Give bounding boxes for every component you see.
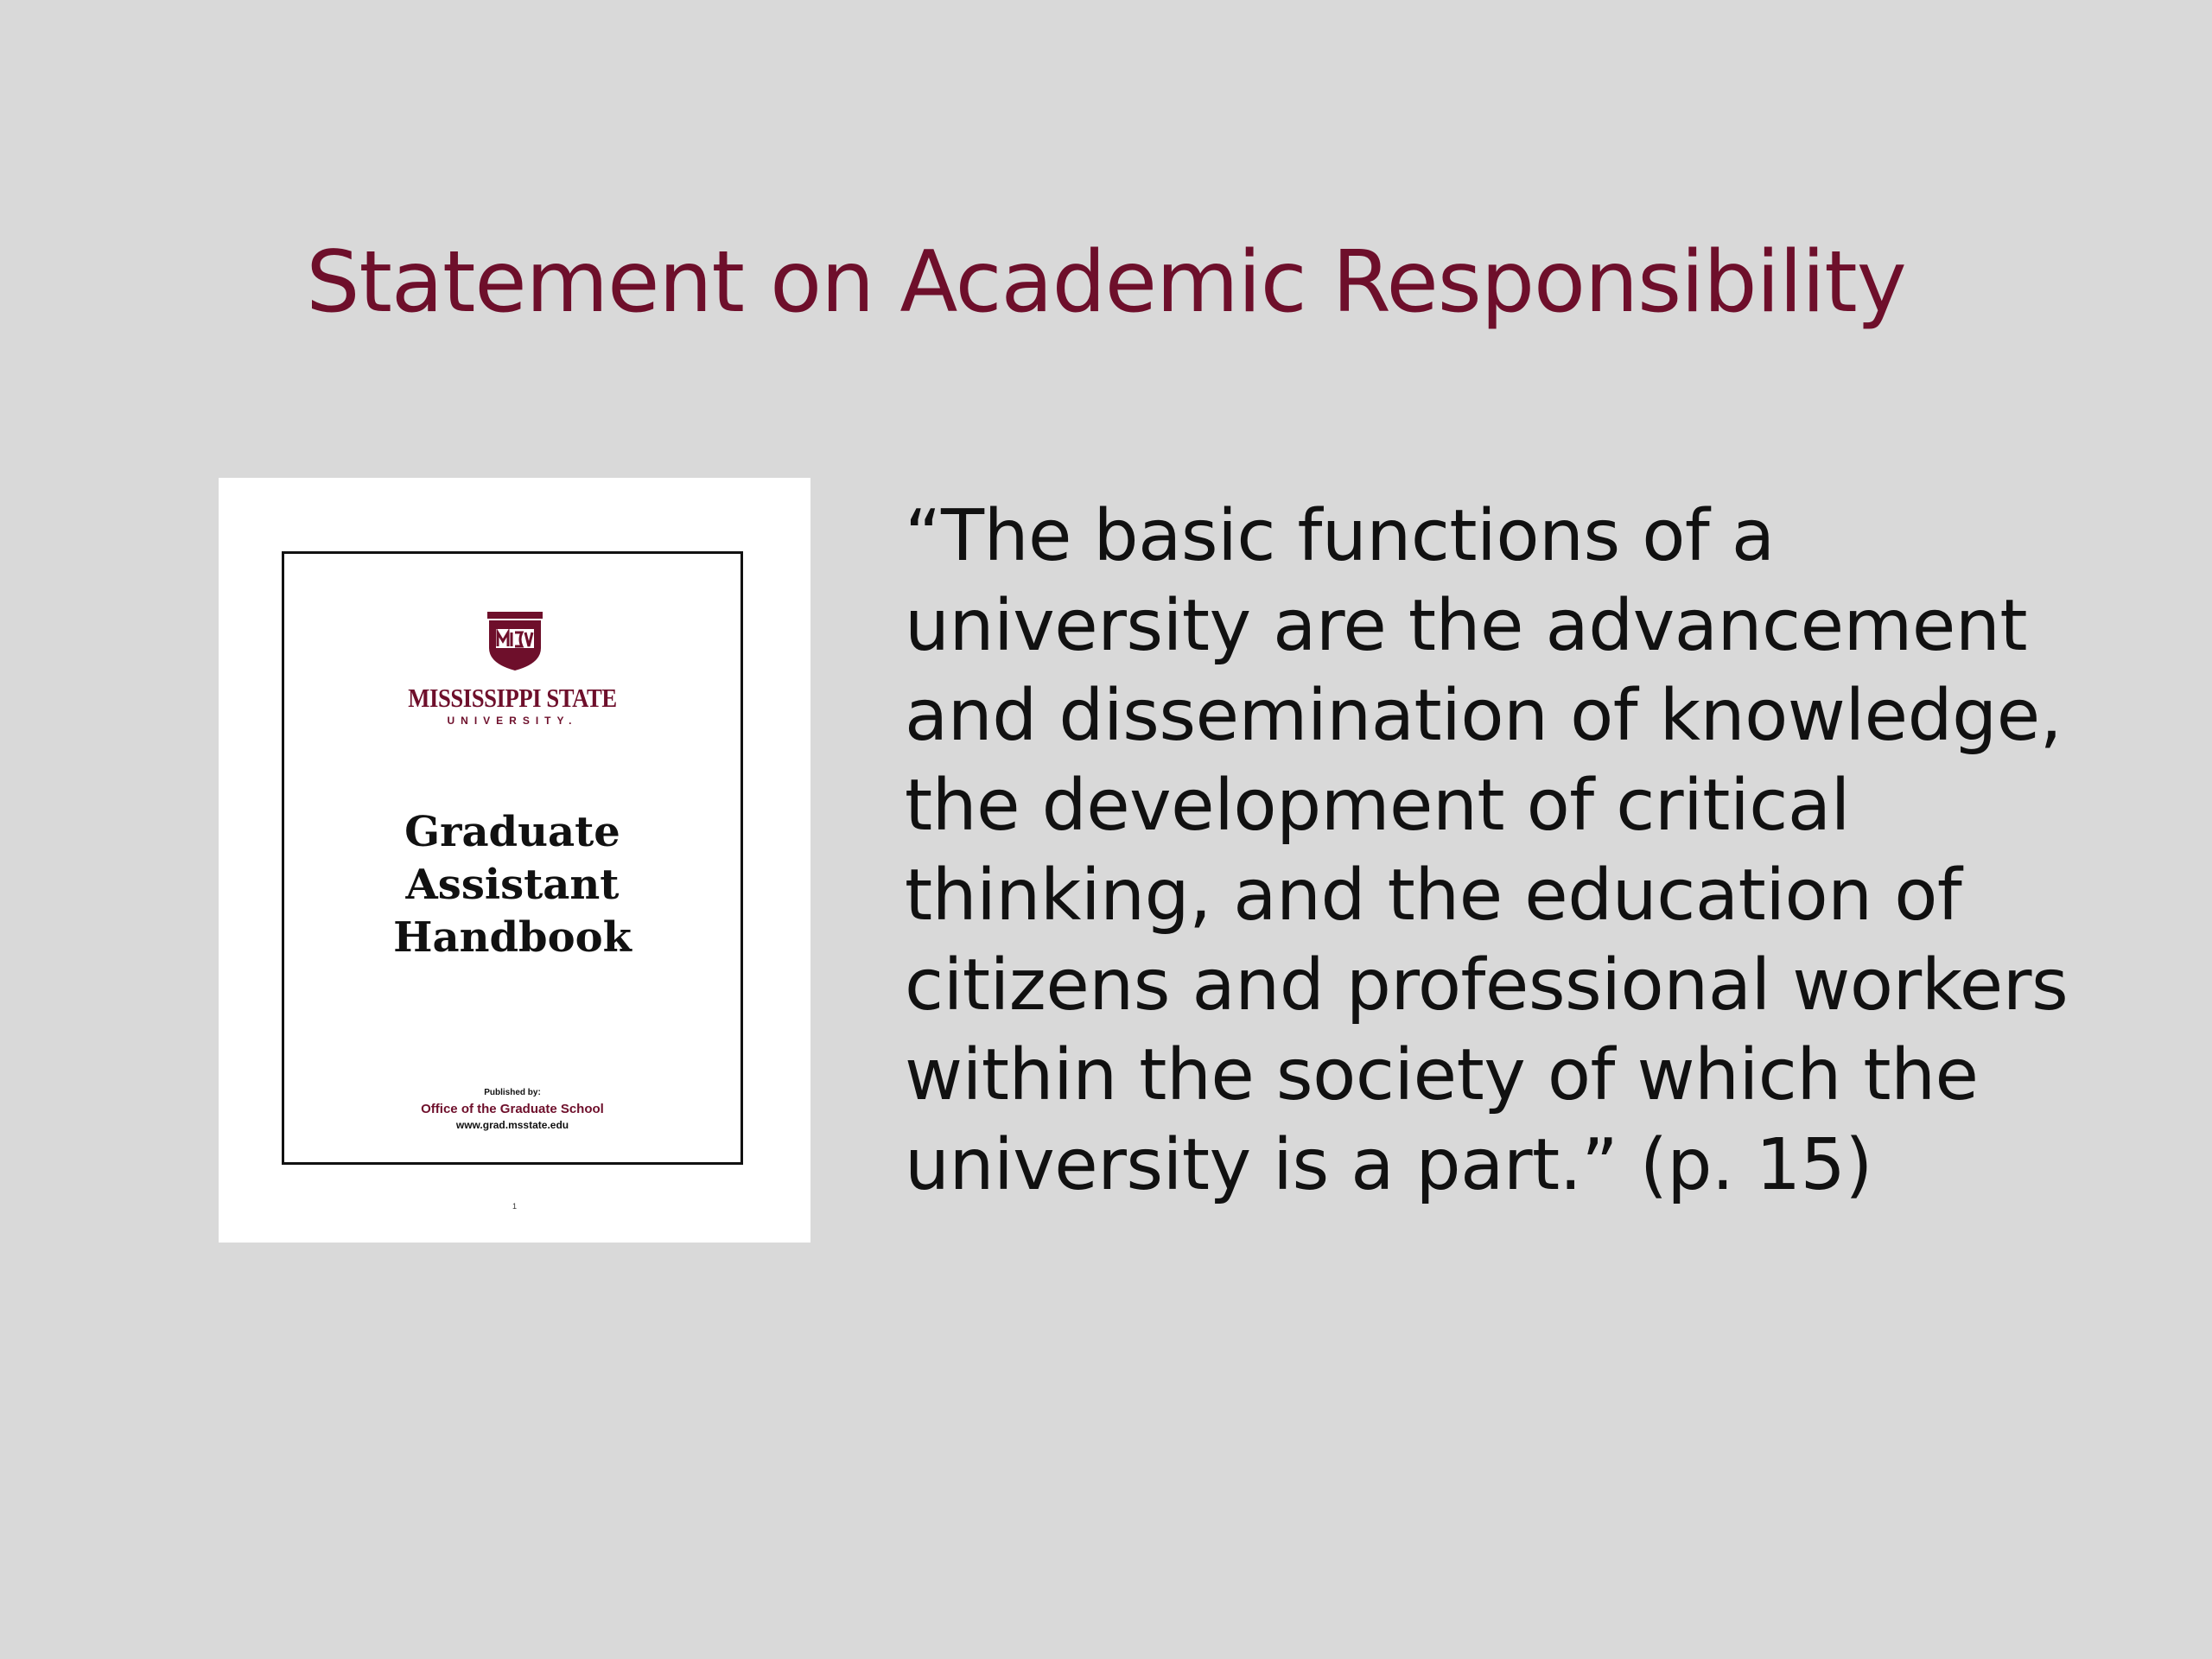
quote-text [905, 492, 2069, 1211]
quote-line: “The basic functions of a [905, 495, 1775, 577]
slide-title: Statement on Academic Responsibility [306, 233, 1906, 332]
quote-line: and dissemination of knowledge, [905, 675, 2063, 757]
website-url: www.grad.msstate.edu [455, 1119, 569, 1131]
handbook-title-line: Handbook [393, 913, 632, 962]
handbook-title-line: Graduate [404, 808, 620, 856]
cover-page-number: 1 [512, 1202, 517, 1211]
university-sub: UNIVERSITY. [447, 715, 578, 727]
quote-line: university is a part.” (p. 15) [905, 1124, 1872, 1206]
published-by-label: Published by: [484, 1088, 541, 1097]
handbook-cover-image [219, 478, 810, 1243]
quote-line: thinking, and the education of [905, 855, 1962, 937]
university-name: MISSISSIPPI STATE [408, 683, 617, 713]
msu-shield-icon [484, 610, 546, 672]
quote-line: within the society of which the [905, 1034, 1979, 1116]
quote-line: citizens and professional workers [905, 944, 2069, 1027]
quote-line: university are the advancement [905, 585, 2028, 667]
office-name: Office of the Graduate School [421, 1102, 604, 1116]
handbook-cover-border [282, 551, 743, 1165]
handbook-title [284, 806, 741, 964]
quote-line: the development of critical [905, 765, 1850, 847]
handbook-title-line: Assistant [405, 861, 620, 909]
